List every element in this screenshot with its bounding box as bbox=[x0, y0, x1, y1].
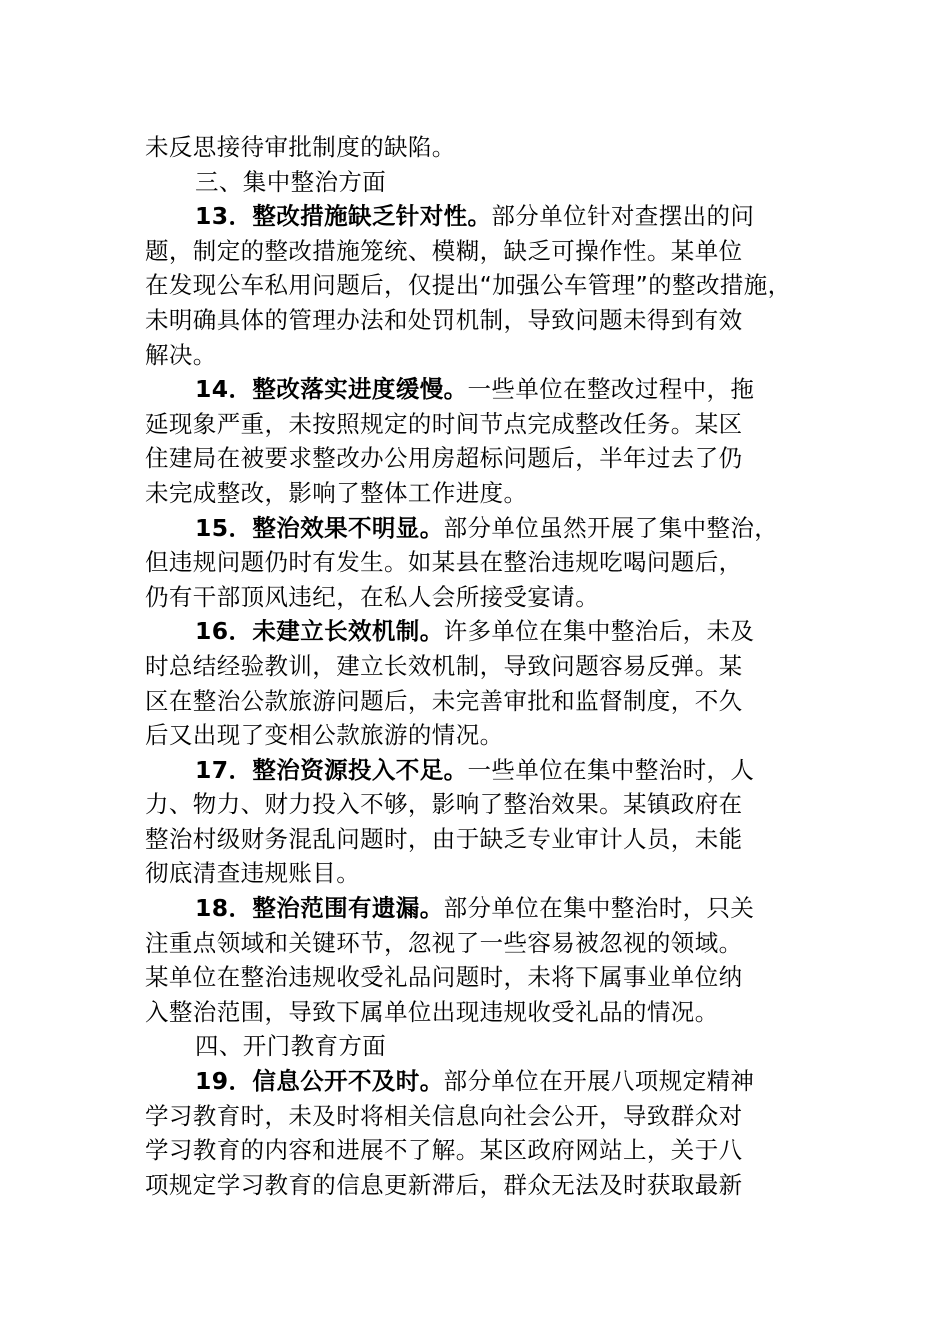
body-text: 但违规问题仍时有发生。如某县在整治违规吃喝问题后， bbox=[145, 548, 743, 577]
text-line bbox=[145, 407, 835, 442]
text-line bbox=[145, 753, 835, 788]
body-text: 未明确具体的管理办法和处罚机制，导致问题未得到有效 bbox=[145, 305, 743, 334]
item-heading: 13．整改措施缺乏针对性。 bbox=[195, 202, 492, 231]
item-heading: 19．信息公开不及时。 bbox=[195, 1067, 444, 1096]
body-text: 三、集中整治方面 bbox=[195, 167, 387, 196]
item-heading: 16．未建立长效机制。 bbox=[195, 617, 444, 646]
item-heading: 17．整治资源投入不足。 bbox=[195, 755, 468, 784]
body-text: 一些单位在集中整治时，人 bbox=[467, 755, 755, 784]
body-text: 一些单位在整改过程中，拖 bbox=[467, 375, 755, 404]
text-line bbox=[145, 856, 835, 891]
text-line bbox=[145, 926, 835, 961]
body-text: 许多单位在集中整治后，未及 bbox=[443, 617, 755, 646]
text-line bbox=[145, 234, 835, 269]
text-line bbox=[145, 649, 835, 684]
body-text: 入整治范围，导致下属单位出现违规收受礼品的情况。 bbox=[145, 997, 719, 1026]
body-text: 后又出现了变相公款旅游的情况。 bbox=[145, 721, 504, 750]
document-body bbox=[145, 130, 835, 1202]
body-text: 住建局在被要求整改办公用房超标问题后，半年过去了仍 bbox=[145, 444, 743, 473]
text-line bbox=[145, 960, 835, 995]
text-line bbox=[145, 718, 835, 753]
body-text: 整治村级财务混乱问题时，由于缺乏专业审计人员，未能 bbox=[145, 824, 743, 853]
text-line bbox=[145, 511, 835, 546]
body-text: 解决。 bbox=[145, 340, 217, 369]
text-line bbox=[145, 1064, 835, 1099]
text-line bbox=[145, 441, 835, 476]
text-line bbox=[145, 545, 835, 580]
body-text: 在发现公车私用问题后，仅提出“加强公车管理”的整改措施， bbox=[145, 271, 792, 300]
text-line bbox=[145, 476, 835, 511]
item-heading: 14．整改落实进度缓慢。 bbox=[195, 375, 468, 404]
item-heading: 18．整治范围有遗漏。 bbox=[195, 894, 444, 923]
text-line bbox=[145, 1099, 835, 1134]
body-text: 仍有干部顶风违纪，在私人会所接受宴请。 bbox=[145, 582, 600, 611]
body-text: 学习教育时，未及时将相关信息向社会公开，导致群众对 bbox=[145, 1101, 743, 1130]
text-line bbox=[145, 580, 835, 615]
text-line bbox=[145, 130, 835, 165]
item-heading: 15．整治效果不明显。 bbox=[195, 513, 444, 542]
text-line bbox=[145, 995, 835, 1030]
text-line bbox=[145, 822, 835, 857]
body-text: 部分单位针对查摆出的问 bbox=[491, 202, 755, 231]
body-text: 四、开门教育方面 bbox=[195, 1032, 387, 1061]
body-text: 未反思接待审批制度的缺陷。 bbox=[145, 133, 456, 161]
text-line bbox=[145, 303, 835, 338]
text-line bbox=[145, 787, 835, 822]
body-text: 部分单位在集中整治时，只关 bbox=[443, 894, 755, 923]
text-line bbox=[145, 372, 835, 407]
body-text: 某单位在整治违规收受礼品问题时，未将下属事业单位纳 bbox=[145, 963, 743, 992]
body-text: 学习教育的内容和进展不了解。某区政府网站上，关于八 bbox=[145, 1136, 743, 1165]
text-line bbox=[145, 891, 835, 926]
body-text: 未完成整改，影响了整体工作进度。 bbox=[145, 478, 528, 507]
body-text: 力、物力、财力投入不够，影响了整治效果。某镇政府在 bbox=[145, 790, 743, 819]
text-line bbox=[145, 1029, 835, 1064]
text-line bbox=[145, 684, 835, 719]
text-line bbox=[145, 1168, 835, 1203]
text-line bbox=[145, 1133, 835, 1168]
body-text: 注重点领域和关键环节，忽视了一些容易被忽视的领域。 bbox=[145, 928, 743, 957]
body-text: 时总结经验教训，建立长效机制，导致问题容易反弹。某 bbox=[145, 651, 743, 680]
body-text: 彻底清查违规账目。 bbox=[145, 859, 361, 888]
text-line bbox=[145, 268, 835, 303]
text-line bbox=[145, 614, 835, 649]
text-line bbox=[145, 199, 835, 234]
body-text: 延现象严重，未按照规定的时间节点完成整改任务。某区 bbox=[145, 409, 743, 438]
body-text: 区在整治公款旅游问题后，未完善审批和监督制度，不久 bbox=[145, 686, 743, 715]
body-text: 题，制定的整改措施笼统、模糊，缺乏可操作性。某单位 bbox=[145, 236, 743, 265]
body-text: 项规定学习教育的信息更新滞后，群众无法及时获取最新 bbox=[145, 1170, 743, 1199]
body-text: 部分单位虽然开展了集中整治， bbox=[443, 513, 779, 542]
body-text: 部分单位在开展八项规定精神 bbox=[443, 1067, 755, 1096]
text-line bbox=[145, 165, 835, 200]
text-line bbox=[145, 338, 835, 373]
